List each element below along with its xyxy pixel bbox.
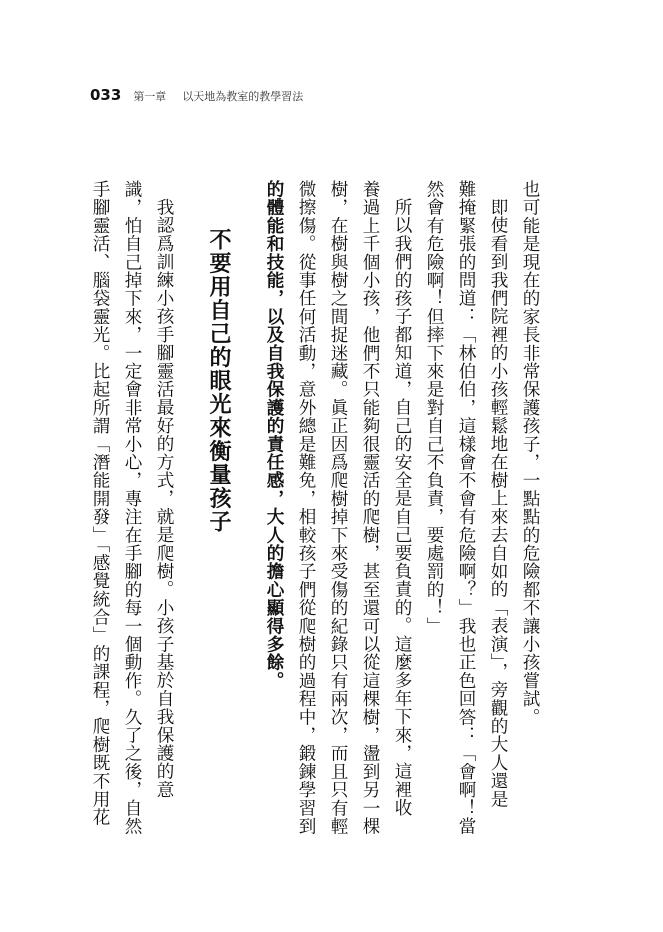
section-heading: 不要用自己的眼光來衡量孩子 xyxy=(206,228,232,534)
chapter-title: 以天地為教室的教學習法 xyxy=(182,90,304,103)
text-column: 的體能和技能，以及自我保護的責任感，大人的擔心顯得多餘。 xyxy=(264,180,285,690)
text-column: 微擦傷。從事任何活動，意外總是難免，相較孩子們從爬樹的過程中，鍛鍊學習到 xyxy=(296,180,316,836)
chapter-label: 第一章 xyxy=(133,90,167,103)
body-text xyxy=(70,180,580,900)
text-column: 也可能是現在的家長非常保護孩子，一點點的危險都不讓小孩嘗試。 xyxy=(520,180,540,726)
text-column: 樹，在樹與樹之間捉迷藏。眞正因爲爬樹掉下來受傷的紀錄只有兩次，而且只有輕 xyxy=(328,180,348,836)
text-column: 手腳靈活、腦袋靈光。比起所謂「潛能開發」「感覺統合」的課程，爬樹既不用花 xyxy=(90,180,110,827)
text-column: 然會有危險啊！但摔下來是對自己不負責，要處罰的！」 xyxy=(424,180,444,635)
page-number: 033 xyxy=(90,86,122,104)
text-column: 養過上千個小孩，他們不只能夠很靈活的爬樹，甚至還可以從這棵樹，盪到另一棵 xyxy=(360,180,380,836)
text-column: 識，怕自己掉下來，一定會非常小心，專注在手腳的每一個動作。久了之後，自然 xyxy=(122,180,142,836)
text-column: 所以我們的孩子都知道，自己的安全是自己要負責的。這麼多年下來，這裡收 xyxy=(392,197,412,817)
text-column: 我認爲訓練小孩手腳靈活最好的方式，就是爬樹。小孩子基於自我保護的意 xyxy=(154,197,174,799)
text-column: 即使看到我們院裡的小孩輕鬆地在樹上來去自如的「表演」，旁觀的大人還是 xyxy=(488,197,508,808)
text-column: 難掩緊張的問道：「林伯伯，這樣會不會有危險啊？」我也正色回答：「會啊！當 xyxy=(456,180,476,836)
running-head xyxy=(90,86,303,106)
